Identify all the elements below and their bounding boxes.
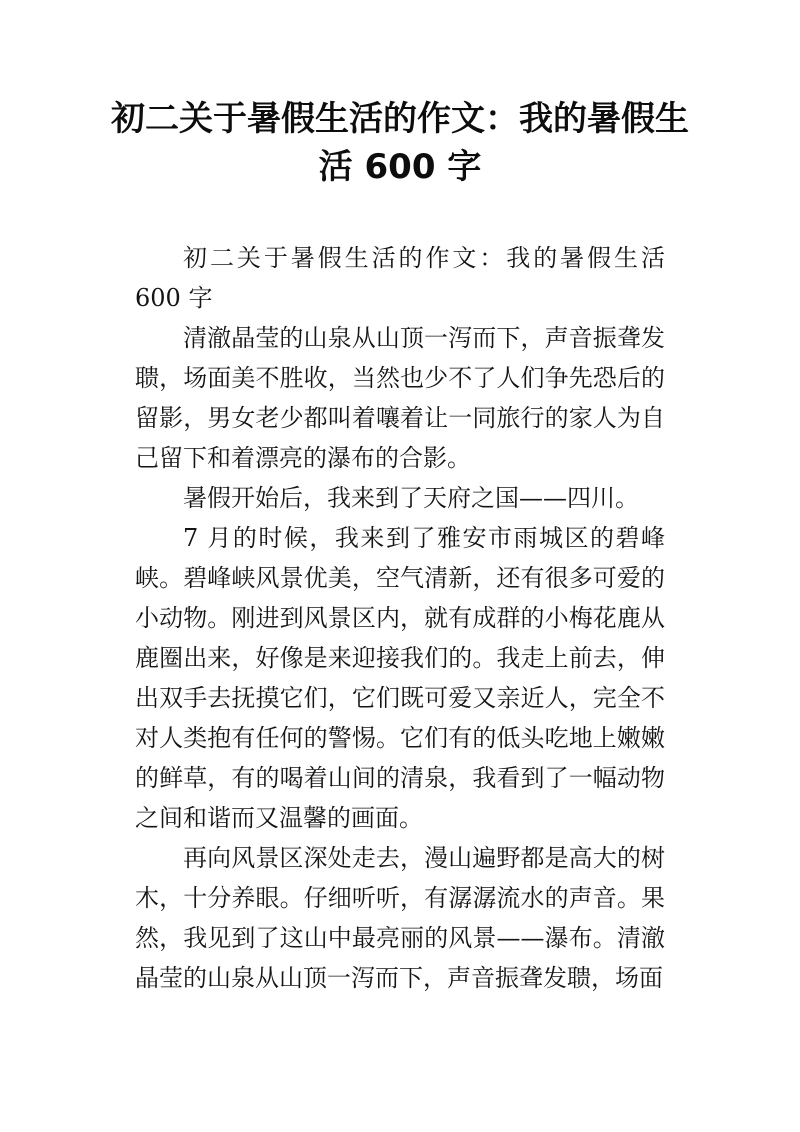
paragraph-arrival: 暑假开始后，我来到了天府之国——四川。 bbox=[183, 484, 639, 512]
paragraph-waterfall: 再向风景区深处走去，漫山遍野都是高大的树木，十分养眼。仔细听听，有潺潺流水的声音。果然，我见到了这山中最亮丽的风景——瀑布。清澈晶莹的山泉从山顶一泻而下，声音振聋发聩，场面 bbox=[135, 844, 665, 992]
paragraph-subtitle: 初二关于暑假生活的作文：我的暑假生活 600 字 bbox=[135, 244, 665, 312]
document-body bbox=[135, 238, 665, 998]
document-title: 初二关于暑假生活的作文：我的暑假生活 600 字 bbox=[111, 99, 689, 187]
paragraph-intro: 清澈晶莹的山泉从山顶一泻而下，声音振聋发聩，场面美不胜收，当然也少不了人们争先恐后的留影，男女老少都叫着嚷着让一同旅行的家人为自己留下和着漂亮的瀑布的合影。 bbox=[135, 324, 665, 472]
paragraph-bifengxia: 7 月的时候，我来到了雅安市雨城区的碧峰峡。碧峰峡风景优美，空气清新，还有很多可爱的小动物。刚进到风景区内，就有成群的小梅花鹿从鹿圈出来，好像是来迎接我们的。我走上前去，伸出双手去抚摸它们，它们既可爱又亲近人，完全不对人类抱有任何的警惕。它们有的低头吃地上嫩嫩的鲜草，有的喝着山间的清泉，我看到了一幅动物之间和谐而又温馨的画面。 bbox=[135, 524, 665, 832]
